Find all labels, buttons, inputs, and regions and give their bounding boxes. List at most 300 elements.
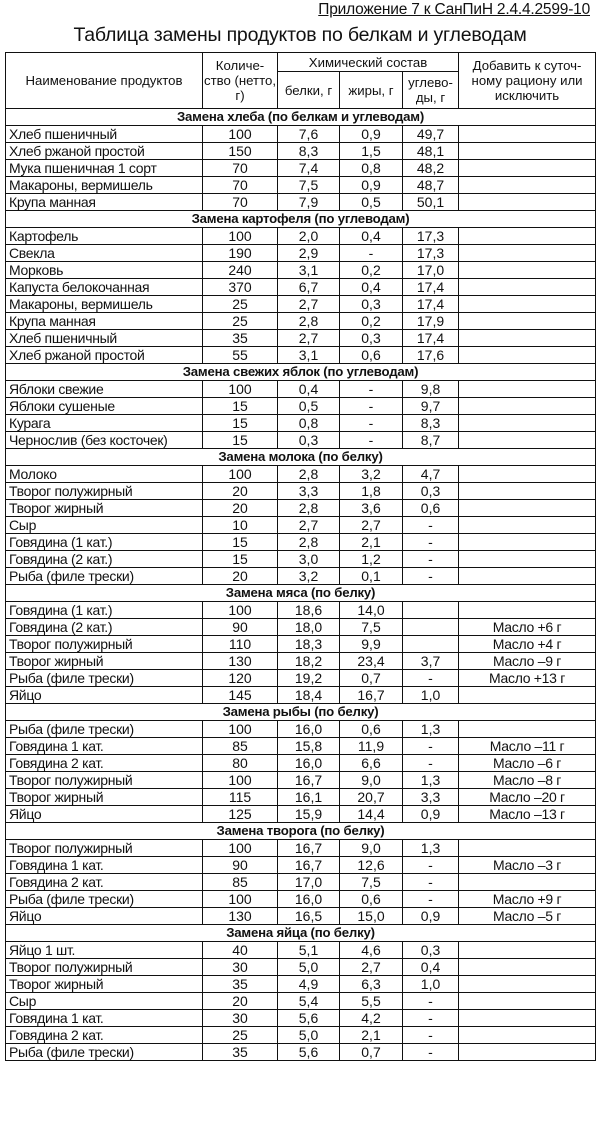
adjustment-cell [459, 942, 596, 959]
adjustment-cell: Масло –8 г [459, 772, 596, 789]
quantity-cell: 240 [203, 262, 278, 279]
table-row [6, 840, 596, 857]
carbs-cell: - [403, 517, 459, 534]
fat-cell: 9,9 [340, 636, 403, 653]
fat-cell: 0,6 [340, 721, 403, 738]
carbs-cell: 17,4 [403, 330, 459, 347]
quantity-cell: 10 [203, 517, 278, 534]
table-row [6, 296, 596, 313]
quantity-cell: 100 [203, 466, 278, 483]
fat-cell: - [340, 415, 403, 432]
carbs-cell: - [403, 857, 459, 874]
adjustment-cell [459, 959, 596, 976]
product-name: Крупа манная [6, 313, 203, 330]
product-name: Рыба (филе трески) [6, 1044, 203, 1061]
quantity-cell: 100 [203, 840, 278, 857]
quantity-cell: 150 [203, 143, 278, 160]
adjustment-cell [459, 415, 596, 432]
carbs-cell: - [403, 993, 459, 1010]
adjustment-cell: Масло –20 г [459, 789, 596, 806]
adjustment-cell [459, 245, 596, 262]
appendix-label: Приложение 7 к СанПиН 2.4.4.2599-10 [318, 1, 590, 18]
table-row [6, 891, 596, 908]
protein-cell: 2,9 [278, 245, 340, 262]
carbs-cell: - [403, 534, 459, 551]
table-row [6, 432, 596, 449]
protein-cell: 7,9 [278, 194, 340, 211]
table-row [6, 619, 596, 636]
fat-cell: - [340, 398, 403, 415]
carbs-cell: 1,0 [403, 687, 459, 704]
adjustment-cell: Масло +4 г [459, 636, 596, 653]
carbs-cell: - [403, 568, 459, 585]
quantity-cell: 25 [203, 1027, 278, 1044]
section-header-row [6, 364, 596, 381]
carbs-cell: 0,6 [403, 500, 459, 517]
carbs-cell: 17,3 [403, 245, 459, 262]
carbs-cell: - [403, 670, 459, 687]
fat-cell: 11,9 [340, 738, 403, 755]
section-header-row [6, 109, 596, 126]
product-name: Капуста белокочанная [6, 279, 203, 296]
fat-cell: 0,3 [340, 296, 403, 313]
protein-cell: 18,0 [278, 619, 340, 636]
quantity-cell: 100 [203, 721, 278, 738]
protein-cell: 3,0 [278, 551, 340, 568]
carbs-cell: 0,3 [403, 483, 459, 500]
quantity-cell: 40 [203, 942, 278, 959]
carbs-cell: - [403, 874, 459, 891]
fat-cell: 1,8 [340, 483, 403, 500]
product-name: Яйцо 1 шт. [6, 942, 203, 959]
protein-cell: 18,2 [278, 653, 340, 670]
protein-cell: 5,0 [278, 959, 340, 976]
table-row [6, 143, 596, 160]
protein-cell: 2,8 [278, 466, 340, 483]
header-protein: белки, г [278, 72, 340, 109]
protein-cell: 0,4 [278, 381, 340, 398]
carbs-cell: 1,3 [403, 772, 459, 789]
quantity-cell: 70 [203, 160, 278, 177]
adjustment-cell [459, 483, 596, 500]
product-name: Макароны, вермишель [6, 296, 203, 313]
product-name: Сыр [6, 993, 203, 1010]
product-name: Картофель [6, 228, 203, 245]
fat-cell: 0,9 [340, 126, 403, 143]
table-row [6, 636, 596, 653]
protein-cell: 3,1 [278, 262, 340, 279]
carbs-cell: - [403, 738, 459, 755]
adjustment-cell [459, 347, 596, 364]
fat-cell: 0,7 [340, 1044, 403, 1061]
product-name: Свекла [6, 245, 203, 262]
quantity-cell: 120 [203, 670, 278, 687]
table-row [6, 908, 596, 925]
table-row [6, 670, 596, 687]
protein-cell: 2,0 [278, 228, 340, 245]
carbs-cell: 17,0 [403, 262, 459, 279]
product-name: Морковь [6, 262, 203, 279]
quantity-cell: 90 [203, 619, 278, 636]
table-row [6, 517, 596, 534]
product-name: Яблоки свежие [6, 381, 203, 398]
carbs-cell [403, 602, 459, 619]
product-name: Говядина 1 кат. [6, 738, 203, 755]
carbs-cell: - [403, 1010, 459, 1027]
fat-cell: - [340, 381, 403, 398]
protein-cell: 19,2 [278, 670, 340, 687]
protein-cell: 5,6 [278, 1010, 340, 1027]
table-row [6, 551, 596, 568]
adjustment-cell [459, 568, 596, 585]
quantity-cell: 15 [203, 551, 278, 568]
table-row [6, 279, 596, 296]
carbs-cell: 8,3 [403, 415, 459, 432]
adjustment-cell [459, 976, 596, 993]
section-header-row [6, 211, 596, 228]
carbs-cell: 0,3 [403, 942, 459, 959]
adjustment-cell: Масло –6 г [459, 755, 596, 772]
protein-cell: 16,5 [278, 908, 340, 925]
header-carbs: углево-ды, г [403, 72, 459, 109]
protein-cell: 17,0 [278, 874, 340, 891]
quantity-cell: 20 [203, 993, 278, 1010]
protein-cell: 16,1 [278, 789, 340, 806]
table-row [6, 602, 596, 619]
fat-cell: 5,5 [340, 993, 403, 1010]
table-row [6, 194, 596, 211]
quantity-cell: 30 [203, 1010, 278, 1027]
carbs-cell: - [403, 755, 459, 772]
section-title: Замена картофеля (по углеводам) [6, 211, 596, 228]
fat-cell: 0,9 [340, 177, 403, 194]
page-title: Таблица замены продуктов по белкам и углеводам [73, 24, 527, 46]
quantity-cell: 130 [203, 908, 278, 925]
substitution-table [5, 52, 596, 1061]
product-name: Говядина (1 кат.) [6, 534, 203, 551]
product-name: Яйцо [6, 908, 203, 925]
product-name: Творог полужирный [6, 636, 203, 653]
fat-cell: 0,2 [340, 262, 403, 279]
adjustment-cell [459, 262, 596, 279]
product-name: Рыба (филе трески) [6, 670, 203, 687]
product-name: Творог жирный [6, 653, 203, 670]
table-row [6, 857, 596, 874]
adjustment-cell [459, 993, 596, 1010]
table-row [6, 228, 596, 245]
protein-cell: 2,7 [278, 296, 340, 313]
table-row [6, 806, 596, 823]
fat-cell: 3,6 [340, 500, 403, 517]
carbs-cell: - [403, 891, 459, 908]
table-row [6, 1044, 596, 1061]
protein-cell: 2,7 [278, 330, 340, 347]
fat-cell: 1,2 [340, 551, 403, 568]
fat-cell: 14,0 [340, 602, 403, 619]
fat-cell: 2,7 [340, 959, 403, 976]
carbs-cell: 8,7 [403, 432, 459, 449]
carbs-cell: 1,0 [403, 976, 459, 993]
section-header-row [6, 823, 596, 840]
adjustment-cell [459, 279, 596, 296]
adjustment-cell [459, 551, 596, 568]
product-name: Рыба (филе трески) [6, 568, 203, 585]
fat-cell: 0,5 [340, 194, 403, 211]
fat-cell: - [340, 245, 403, 262]
protein-cell: 18,6 [278, 602, 340, 619]
carbs-cell: - [403, 551, 459, 568]
adjustment-cell: Масло –9 г [459, 653, 596, 670]
fat-cell: 14,4 [340, 806, 403, 823]
protein-cell: 3,3 [278, 483, 340, 500]
table-row [6, 177, 596, 194]
table-row [6, 245, 596, 262]
quantity-cell: 190 [203, 245, 278, 262]
section-header-row [6, 704, 596, 721]
protein-cell: 5,4 [278, 993, 340, 1010]
adjustment-cell: Масло +6 г [459, 619, 596, 636]
table-row [6, 330, 596, 347]
product-name: Яйцо [6, 687, 203, 704]
table-row [6, 534, 596, 551]
protein-cell: 18,4 [278, 687, 340, 704]
carbs-cell: - [403, 1027, 459, 1044]
adjustment-cell [459, 602, 596, 619]
product-name: Говядина (1 кат.) [6, 602, 203, 619]
protein-cell: 15,9 [278, 806, 340, 823]
product-name: Хлеб пшеничный [6, 330, 203, 347]
section-title: Замена творога (по белку) [6, 823, 596, 840]
protein-cell: 2,7 [278, 517, 340, 534]
table-row [6, 942, 596, 959]
product-name: Говядина 1 кат. [6, 1010, 203, 1027]
fat-cell: 2,1 [340, 534, 403, 551]
quantity-cell: 15 [203, 415, 278, 432]
table-row [6, 466, 596, 483]
carbs-cell: 49,7 [403, 126, 459, 143]
product-name: Говядина 2 кат. [6, 1027, 203, 1044]
protein-cell: 16,0 [278, 755, 340, 772]
quantity-cell: 100 [203, 891, 278, 908]
table-row [6, 483, 596, 500]
fat-cell: 0,2 [340, 313, 403, 330]
fat-cell: - [340, 432, 403, 449]
carbs-cell: 48,1 [403, 143, 459, 160]
table-row [6, 976, 596, 993]
product-name: Творог полужирный [6, 840, 203, 857]
quantity-cell: 110 [203, 636, 278, 653]
product-name: Хлеб ржаной простой [6, 143, 203, 160]
table-row [6, 1010, 596, 1027]
table-row [6, 313, 596, 330]
fat-cell: 2,1 [340, 1027, 403, 1044]
fat-cell: 1,5 [340, 143, 403, 160]
section-header-row [6, 585, 596, 602]
quantity-cell: 35 [203, 1044, 278, 1061]
section-title: Замена молока (по белку) [6, 449, 596, 466]
header-quantity: Количе-ство (нетто, г) [203, 53, 278, 109]
adjustment-cell [459, 874, 596, 891]
fat-cell: 0,1 [340, 568, 403, 585]
table-row [6, 959, 596, 976]
product-name: Мука пшеничная 1 сорт [6, 160, 203, 177]
product-name: Молоко [6, 466, 203, 483]
fat-cell: 12,6 [340, 857, 403, 874]
product-name: Говядина 2 кат. [6, 755, 203, 772]
adjustment-cell [459, 143, 596, 160]
table-row [6, 993, 596, 1010]
header-add: Добавить к суточ-ному рациону или исключить [459, 53, 596, 109]
adjustment-cell [459, 466, 596, 483]
protein-cell: 6,7 [278, 279, 340, 296]
quantity-cell: 100 [203, 381, 278, 398]
quantity-cell: 70 [203, 177, 278, 194]
fat-cell: 9,0 [340, 840, 403, 857]
carbs-cell: 1,3 [403, 840, 459, 857]
quantity-cell: 115 [203, 789, 278, 806]
carbs-cell: 4,7 [403, 466, 459, 483]
adjustment-cell [459, 296, 596, 313]
fat-cell: 0,3 [340, 330, 403, 347]
protein-cell: 3,1 [278, 347, 340, 364]
protein-cell: 16,7 [278, 772, 340, 789]
table-row [6, 160, 596, 177]
adjustment-cell [459, 432, 596, 449]
adjustment-cell [459, 721, 596, 738]
adjustment-cell [459, 194, 596, 211]
product-name: Крупа манная [6, 194, 203, 211]
adjustment-cell: Масло +9 г [459, 891, 596, 908]
adjustment-cell [459, 313, 596, 330]
product-name: Рыба (филе трески) [6, 891, 203, 908]
carbs-cell: 48,7 [403, 177, 459, 194]
product-name: Говядина 1 кат. [6, 857, 203, 874]
header-chemical: Химический состав [278, 53, 459, 72]
carbs-cell: 17,6 [403, 347, 459, 364]
fat-cell: 0,7 [340, 670, 403, 687]
table-row [6, 653, 596, 670]
table-row [6, 738, 596, 755]
table-body [6, 109, 596, 1061]
fat-cell: 0,6 [340, 891, 403, 908]
table-row [6, 126, 596, 143]
adjustment-cell [459, 687, 596, 704]
adjustment-cell [459, 228, 596, 245]
protein-cell: 7,6 [278, 126, 340, 143]
protein-cell: 2,8 [278, 500, 340, 517]
fat-cell: 0,4 [340, 279, 403, 296]
protein-cell: 0,8 [278, 415, 340, 432]
quantity-cell: 100 [203, 602, 278, 619]
quantity-cell: 85 [203, 874, 278, 891]
quantity-cell: 130 [203, 653, 278, 670]
protein-cell: 16,0 [278, 721, 340, 738]
table-row [6, 1027, 596, 1044]
protein-cell: 5,0 [278, 1027, 340, 1044]
carbs-cell: 17,9 [403, 313, 459, 330]
product-name: Хлеб ржаной простой [6, 347, 203, 364]
carbs-cell [403, 636, 459, 653]
fat-cell: 2,7 [340, 517, 403, 534]
table-row [6, 772, 596, 789]
fat-cell: 15,0 [340, 908, 403, 925]
fat-cell: 16,7 [340, 687, 403, 704]
quantity-cell: 85 [203, 738, 278, 755]
protein-cell: 0,5 [278, 398, 340, 415]
table-row [6, 398, 596, 415]
adjustment-cell: Масло –5 г [459, 908, 596, 925]
table-row [6, 415, 596, 432]
section-title: Замена мяса (по белку) [6, 585, 596, 602]
product-name: Творог полужирный [6, 483, 203, 500]
table-row [6, 687, 596, 704]
carbs-cell: 3,7 [403, 653, 459, 670]
fat-cell: 6,3 [340, 976, 403, 993]
protein-cell: 16,0 [278, 891, 340, 908]
table-row [6, 568, 596, 585]
product-name: Макароны, вермишель [6, 177, 203, 194]
fat-cell: 4,6 [340, 942, 403, 959]
section-header-row [6, 925, 596, 942]
product-name: Сыр [6, 517, 203, 534]
quantity-cell: 25 [203, 296, 278, 313]
protein-cell: 16,7 [278, 857, 340, 874]
section-title: Замена яйца (по белку) [6, 925, 596, 942]
adjustment-cell [459, 398, 596, 415]
adjustment-cell [459, 381, 596, 398]
fat-cell: 23,4 [340, 653, 403, 670]
protein-cell: 8,3 [278, 143, 340, 160]
adjustment-cell: Масло +13 г [459, 670, 596, 687]
product-name: Рыба (филе трески) [6, 721, 203, 738]
quantity-cell: 125 [203, 806, 278, 823]
carbs-cell: 9,8 [403, 381, 459, 398]
quantity-cell: 35 [203, 330, 278, 347]
table-row [6, 347, 596, 364]
carbs-cell: 0,4 [403, 959, 459, 976]
adjustment-cell [459, 517, 596, 534]
adjustment-cell: Масло –11 г [459, 738, 596, 755]
product-name: Говядина (2 кат.) [6, 551, 203, 568]
table-row [6, 500, 596, 517]
product-name: Чернослив (без косточек) [6, 432, 203, 449]
protein-cell: 7,5 [278, 177, 340, 194]
product-name: Яйцо [6, 806, 203, 823]
carbs-cell: 17,3 [403, 228, 459, 245]
quantity-cell: 20 [203, 500, 278, 517]
adjustment-cell [459, 1027, 596, 1044]
quantity-cell: 15 [203, 432, 278, 449]
carbs-cell: - [403, 1044, 459, 1061]
quantity-cell: 100 [203, 772, 278, 789]
product-name: Творог жирный [6, 500, 203, 517]
section-title: Замена рыбы (по белку) [6, 704, 596, 721]
adjustment-cell: Масло –3 г [459, 857, 596, 874]
carbs-cell: 50,1 [403, 194, 459, 211]
table-row [6, 789, 596, 806]
product-name: Говядина (2 кат.) [6, 619, 203, 636]
quantity-cell: 370 [203, 279, 278, 296]
section-title: Замена свежих яблок (по углеводам) [6, 364, 596, 381]
table-row [6, 262, 596, 279]
section-header-row [6, 449, 596, 466]
product-name: Яблоки сушеные [6, 398, 203, 415]
adjustment-cell [459, 534, 596, 551]
product-name: Творог жирный [6, 789, 203, 806]
carbs-cell: 0,9 [403, 806, 459, 823]
quantity-cell: 90 [203, 857, 278, 874]
table-row [6, 381, 596, 398]
